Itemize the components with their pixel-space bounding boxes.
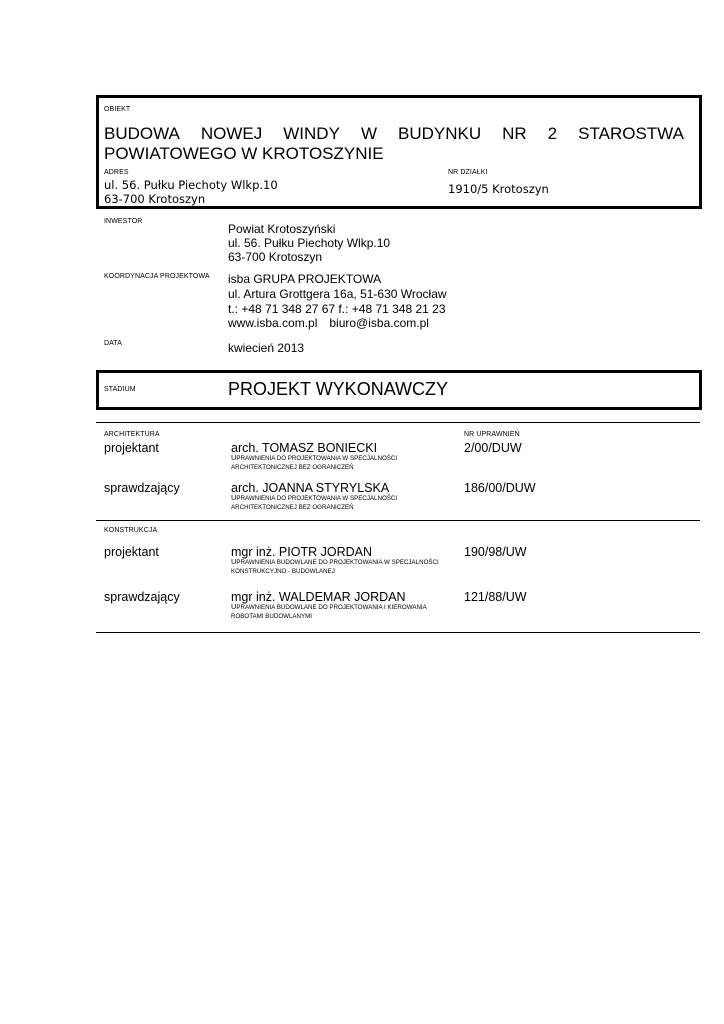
data-value: kwiecień 2013 xyxy=(228,341,305,355)
adres-label: ADRES xyxy=(104,169,129,176)
arch-sprawdzajacy-role: sprawdzający xyxy=(104,481,180,495)
konstr-projektant-role: projektant xyxy=(104,545,159,559)
koordynacja-label: KOORDYNACJA PROJEKTOWA xyxy=(104,273,210,280)
konstr-projektant-qualification: UPRAWNIENIA BUDOWLANE DO PROJEKTOWANIA W SPECJALNOŚCI KONSTRUKCYJNO - BUDOWLANEJ xyxy=(231,557,439,575)
obiekt-label: OBIEKT xyxy=(104,106,131,113)
konstr-sprawdzajacy-name: mgr inż. WALDEMAR JORDAN xyxy=(231,590,406,604)
konstrukcja-label: KONSTRUKCJA xyxy=(104,527,158,534)
title-word: 2 xyxy=(547,124,558,143)
stadium-label: STADIUM xyxy=(104,386,136,393)
title-word: BUDOWA xyxy=(104,124,180,143)
koordynacja-line3: t.: +48 71 348 27 67 f.: +48 71 348 21 23 xyxy=(228,302,446,316)
adres-line1: ul. 56. Pułku Piechoty Wlkp.10 xyxy=(104,178,278,192)
project-title-line2: POWIATOWEGO W KROTOSZYNIE xyxy=(104,144,384,163)
nr-dzialki-value: 1910/5 Krotoszyn xyxy=(448,182,549,196)
konstr-sprawdzajacy-role: sprawdzający xyxy=(104,590,180,604)
website-link[interactable]: www.isba.com.pl xyxy=(228,316,318,330)
bottom-divider xyxy=(96,632,700,633)
arch-projektant-role: projektant xyxy=(104,441,159,455)
koordynacja-line1: isba GRUPA PROJEKTOWA xyxy=(228,272,382,286)
inwestor-label: INWESTOR xyxy=(104,218,143,225)
title-word: STAROSTWA xyxy=(578,124,684,143)
adres-line2: 63-700 Krotoszyn xyxy=(104,192,206,206)
inwestor-line2: ul. 56. Pułku Piechoty Wlkp.10 xyxy=(228,236,391,250)
arch-sprawdzajacy-qualification: UPRAWNIENIA DO PROJEKTOWANIA W SPECJALNOŚCI ARCHITEKTONICZNEJ BEZ OGRANICZEŃ xyxy=(231,493,398,511)
title-word: W xyxy=(360,124,377,143)
nr-uprawnien-label: NR UPRAWNIEŃ xyxy=(464,431,520,438)
nr-dzialki-label: NR DZIAŁKI xyxy=(448,169,488,176)
konstr-sprawdzajacy-nr: 121/88/UW xyxy=(464,590,527,604)
inwestor-line3: 63-700 Krotoszyn xyxy=(228,250,323,264)
konstr-projektant-nr: 190/98/UW xyxy=(464,545,527,559)
email-link[interactable]: biuro@isba.com.pl xyxy=(329,316,429,330)
project-title-line1 xyxy=(104,124,684,144)
title-word: NOWEJ xyxy=(200,124,263,143)
data-label: DATA xyxy=(104,340,123,347)
konstr-projektant-name: mgr inż. PIOTR JORDAN xyxy=(231,545,372,559)
arch-sprawdzajacy-name: arch. JOANNA STYRYLSKA xyxy=(231,481,390,495)
arch-sprawdzajacy-nr: 186/00/DUW xyxy=(464,481,536,495)
architektura-label: ARCHITEKTURA xyxy=(104,431,160,438)
architektura-divider xyxy=(96,422,700,423)
stadium-value: PROJEKT WYKONAWCZY xyxy=(228,379,449,399)
konstrukcja-divider xyxy=(96,520,700,521)
title-word: NR xyxy=(502,124,527,143)
arch-projektant-nr: 2/00/DUW xyxy=(464,441,522,455)
arch-projektant-name: arch. TOMASZ BONIECKI xyxy=(231,441,378,455)
title-word: WINDY xyxy=(283,124,340,143)
koordynacja-contact xyxy=(228,316,429,330)
konstr-sprawdzajacy-qualification: UPRAWNIENIA BUDOWLANE DO PROJEKTOWANIA I KIEROWANIA ROBOTAMI BUDOWLANYMI xyxy=(231,602,427,620)
title-word: BUDYNKU xyxy=(397,124,482,143)
koordynacja-line2: ul. Artura Grottgera 16a, 51-630 Wrocław xyxy=(228,287,447,301)
inwestor-line1: Powiat Krotoszyński xyxy=(228,222,336,236)
arch-projektant-qualification: UPRAWNIENIA DO PROJEKTOWANIA W SPECJALNOŚCI ARCHITEKTONICZNEJ BEZ OGRANICZEŃ xyxy=(231,453,398,471)
